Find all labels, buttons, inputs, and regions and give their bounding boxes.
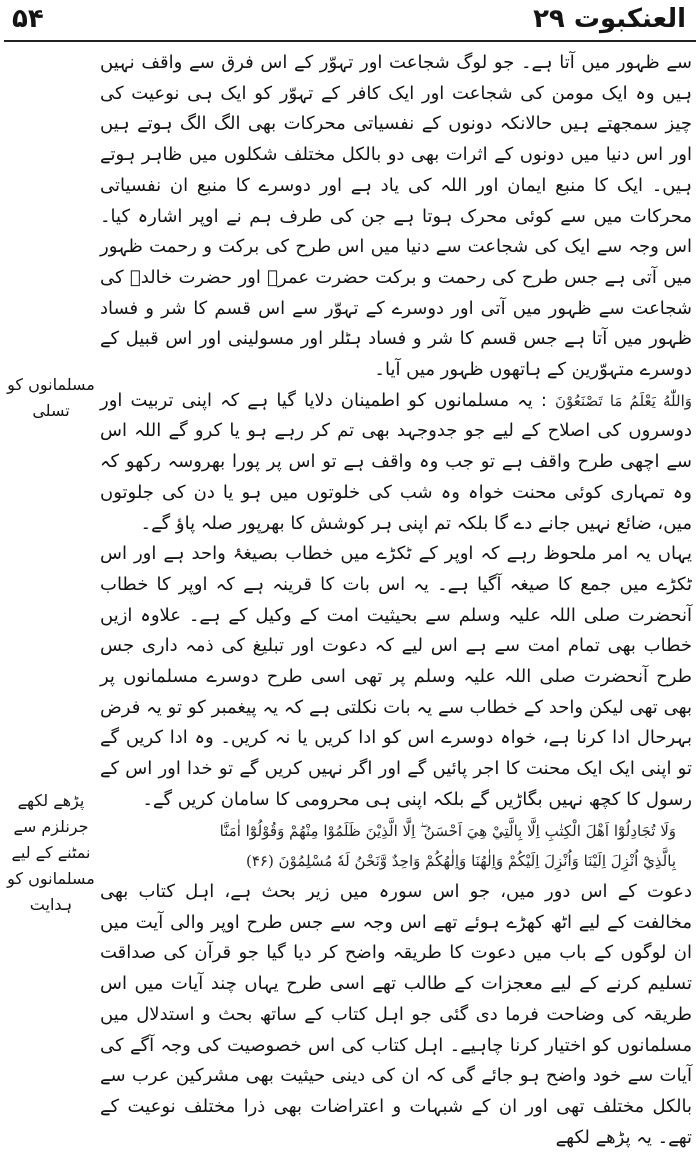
verse-46-line-1: وَلَا تُجَادِلُوْٓا اَهْلَ الْكِتٰبِ اِلَّا بِالَّتِيْ هِيَ اَحْسَنُ ۖ اِلَّا الَّذِيْنَ ظَلَمُوْا مِنْهُمْ وَقُوْلُوْٓا اٰمَنَّا bbox=[219, 821, 676, 840]
main-text bbox=[100, 48, 692, 1148]
paragraph-verse-commentary bbox=[100, 386, 692, 540]
page-number: ۵۴ bbox=[12, 4, 44, 34]
verse-commentary: : یہ مسلمانوں کو اطمینان دلایا گیا ہے کہ اپنی تربیت اور دوسروں کی اصلاح کے لیے جو جدوجہد بھی تم کر رہے ہو یا کرو گے اللہ اس سے اچھی طرح واقف ہے تو جب وہ واقف ہے تو اس پر پورا بھروسہ رکھو کہ وہ تمہاری کوئی محنت خواہ وہ شب کی خلوتوں میں ہو یا دن کی جلوتوں میں، ضائع نہیں جانے دے گا بلکہ تم اپنی ہر کوشش کا بھرپور صلہ پاؤ گے۔ bbox=[100, 389, 692, 534]
marginal-note-consolation: مسلمانوں کو تسلی bbox=[7, 375, 95, 420]
paragraph-2: یہاں یہ امر ملحوظ رہے کہ اوپر کے ٹکڑے میں خطاب بصیغۂ واحد ہے اور اس ٹکڑے میں جمع کا صیغہ آگیا ہے۔ یہ اس بات کا قرینہ ہے کہ اوپر کا خطاب آنحضرت صلی اللہ علیہ وسلم سے بحیثیت امت کے وکیل کے ہے۔ علاوہ ازیں خطاب بھی تمام امت سے ہے اس لیے کہ دعوت اور تبلیغ کی ذمہ داری جس طرح آنحضرت صلی اللہ علیہ وسلم پر تھی اسی طرح دوسرے مسلمانوں پر بھی تھی لیکن واحد کے خطاب سے یہ بات نکلتی ہے کہ یہ پیغمبر کو تو یہ فرض بہرحال ادا کرنا ہے، خواہ دوسرے اس کو ادا کریں یا نہ کریں۔ وہ ادا کریں گے تو اپنی ایک ایک محنت کا اجر پائیں گے اور اگر نہیں کریں گے تو خدا اور اس کے رسول کا کچھ نہیں بگاڑیں گے بلکہ اپنی ہی محرومی کا سامان کریں گے۔ bbox=[100, 543, 692, 810]
marginal-note-guidance: پڑھے لکھے جرنلزم سے نمٹنے کے لیے مسلمانوں کو ہدایت bbox=[7, 791, 95, 914]
inline-verse: وَاللّٰهُ يَعْلَمُ مَا تَصْنَعُوْنَ bbox=[555, 391, 692, 410]
page-header bbox=[0, 0, 700, 50]
header-rule bbox=[4, 40, 696, 42]
paragraph-1: سے ظہور میں آتا ہے۔ جو لوگ شجاعت اور تہوّر کے اس فرق سے واقف نہیں ہیں وہ ایک مومن کی شجاعت اور ایک کافر کے تہوّر کو ایک ہی نوعیت کی چیز سمجھتے ہیں حالانکہ دونوں کے نفسیاتی محرکات بھی الگ الگ ہوتے ہیں اور اس دنیا میں دونوں کے اثرات بھی دو بالکل مختلف شکلوں میں ظاہر ہوتے ہیں۔ ایک کا منبع ایمان اور اللہ کی یاد ہے اور دوسرے کا منبع ان نفسیاتی محرکات میں سے کوئی محرک ہوتا ہے جن کی طرف ہم نے اوپر اشارہ کیا۔ اس وجہ سے ایک کی شجاعت سے دنیا میں اس طرح کی برکت و رحمت ظہور میں آتی ہے جس طرح کی رحمت و برکت حضرت عمرؓ اور حضرت خالدؓ کی شجاعت سے ظہور میں آتی اور دوسرے کے تہوّر سے اس قسم کا شر و فساد ظہور میں آتا ہے جس قسم کا شر و فساد ہٹلر اور مسولینی اور اس قبیل کے دوسرے متہوّرین کے ہاتھوں ظہور میں آیا۔ bbox=[100, 52, 692, 381]
verse-46-line-2: بِالَّذِيْٓ اُنْزِلَ اِلَيْنَا وَاُنْزِلَ اِلَيْكُمْ وَاِلٰهُنَا وَاِلٰهُكُمْ وَاحِدٌ وَّنَحْنُ لَهٗ مُسْلِمُوْنَ (۴۶) bbox=[245, 852, 676, 871]
paragraph-3: دعوت کے اس دور میں، جو اس سورہ میں زیر بحث ہے، اہل کتاب بھی مخالفت کے لیے اٹھ کھڑے ہوئے تھے اس وجہ سے جس طرح اوپر والی آیت میں ان لوگوں کے باب میں دعوت کا طریقہ واضح کر دیا گیا جو قرآن کی صداقت تسلیم کرنے کے لیے معجزات کے طالب تھے اسی طرح یہاں چند آیات میں اس طریقہ کی وضاحت فرما دی گئی جو اہل کتاب کے ساتھ بحث و استدلال میں مسلمانوں کو اختیار کرنا چاہیے۔ اہل کتاب کی اس خصوصیت کی وجہ آگے کی آیات سے خود واضح ہو جائے گی کہ ان کی دینی حیثیت بھی مشرکین عرب سے بالکل مختلف تھی اور ان کے شبہات و اعتراضات بھی ذرا مختلف نوعیت کے تھے۔ یہ پڑھے لکھے bbox=[100, 880, 692, 1148]
surah-title: العنکبوت ۲۹ bbox=[533, 4, 686, 34]
